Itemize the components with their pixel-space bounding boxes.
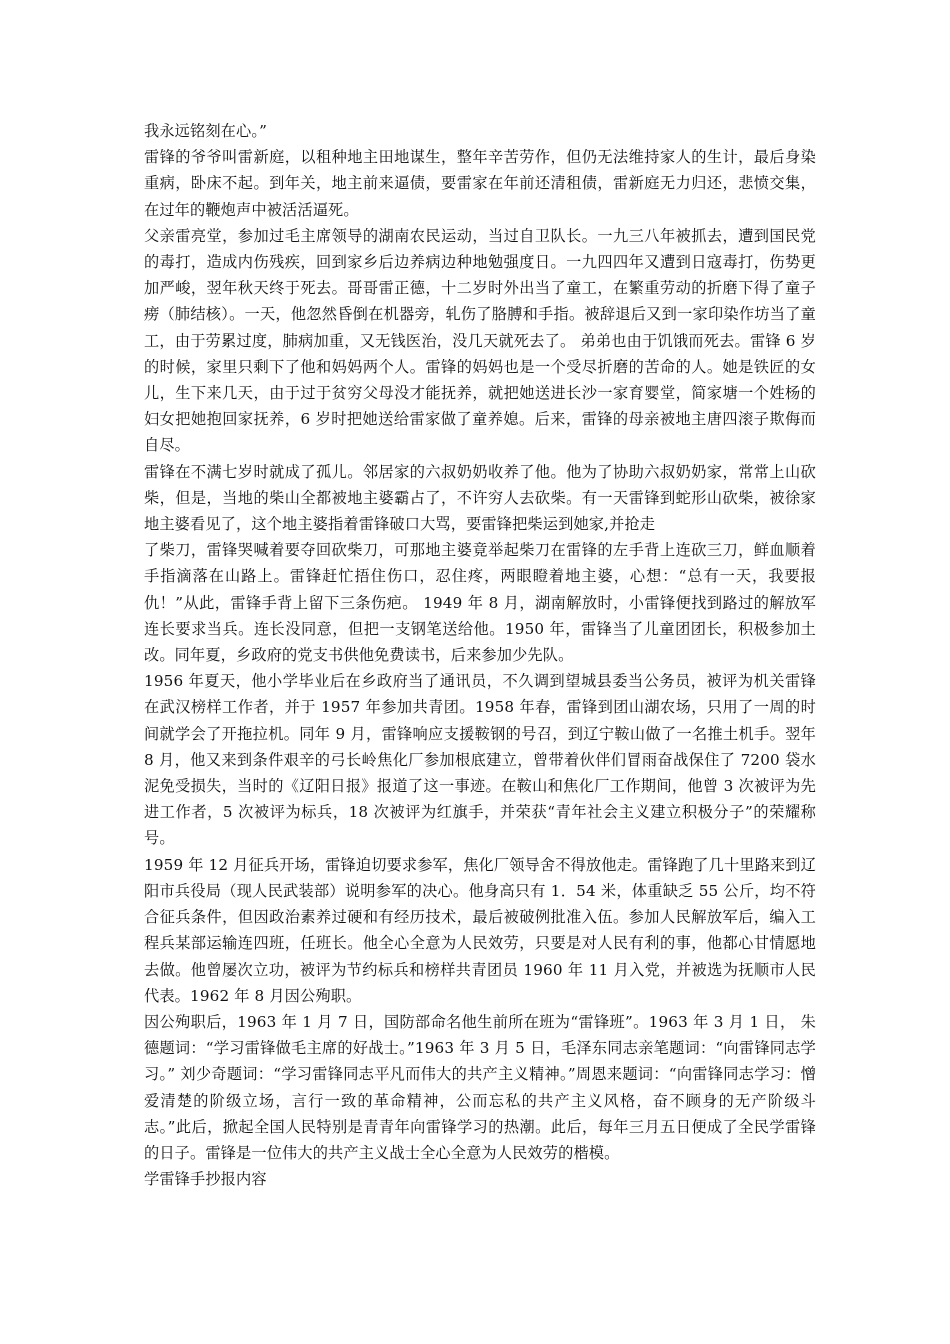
paragraph-1956-work: 1956 年夏天，他小学毕业后在乡政府当了通讯员，不久调到望城县委当公务员，被评为机关雷锋在武汉榜样工作者，并于 1957 年参加共青团。1958 年春，雷锋到团山湖农场，只用了一周的时间就学会了开拖拉机。同年 9 月，雷锋响应支援鞍钢的号召，到辽宁鞍山做了一名推土机手。翌年 8 月，他又来到条件艰辛的弓长岭焦化厂参加根底建立，曾带着伙伴们冒雨奋战保住了 7200 袋水泥免受损失，当时的《辽阳日报》报道了这一事迹。在鞍山和焦化厂工作期间，他曾 3 次被评为先进工作者，5 次被评为标兵，18 次被评为红旗手，并荣获“青年社会主义建立积极分子”的荣耀称号。 [144, 672, 816, 848]
paragraph-scars-liberation: 了柴刀，雷锋哭喊着要夺回砍柴刀，可那地主婆竟举起柴刀在雷锋的左手背上连砍三刀，鲜血顺着手指滴落在山路上。雷锋赶忙捂住伤口，忍住疼，两眼瞪着地主婆，心想：“总有一天，我要报仇！”从此，雷锋手背上留下三条伤疤。 1949 年 8 月，湖南解放时，小雷锋便找到路过的解放军连长要求当兵。连长没同意，但把一支钢笔送给他。1950 年，雷锋当了儿童团团长，积极参加土改。同年夏，乡政府的党支书供他免费读书，后来参加少先队。 [144, 541, 816, 665]
document-page [144, 118, 816, 1192]
paragraph-opening-quote: 我永远铭刻在心。” [144, 122, 268, 140]
paragraph-grandfather: 雷锋的爷爷叫雷新庭，以租种地主田地谋生，整年辛苦劳作，但仍无法维持家人的生计，最后身染重病，卧床不起。到年关，地主前来逼债，要雷家在年前还清租债，雷新庭无力归还，悲愤交集，在过年的鞭炮声中被活活逼死。 [144, 148, 816, 219]
paragraph-1959-army: 1959 年 12 月征兵开场，雷锋迫切要求参军，焦化厂领导舍不得放他走。雷锋跑了几十里路来到辽阳市兵役局（现人民武装部）说明参军的决心。他身高只有 1．54 米，体重缺乏 55 公斤，均不符合征兵条件，但因政治素养过硬和有经历技术，最后被破例批准入伍。参加人民解放军后，编入工程兵某部运输连四班，任班长。他全心全意为人民效劳，只要是对人民有利的事，他都心甘情愿地去做。他曾屡次立功，被评为节约标兵和榜样共青团员 1960 年 11 月入党，并被选为抚顺市人民代表。1962 年 8 月因公殉职。 [144, 855, 816, 1005]
paragraph-father-family: 父亲雷亮堂，参加过毛主席领导的湖南农民运动，当过自卫队长。一九三八年被抓去，遭到国民党的毒打，造成内伤残疾，回到家乡后边养病边种地勉强度日。一九四四年又遭到日寇毒打，伤势更加严峻，翌年秋天终于死去。哥哥雷正德，十二岁时外出当了童工，在繁重劳动的折磨下得了童子痨（肺结核）。一天，他忽然昏倒在机器旁，轧伤了胳膊和手指。被辞退后又到一家印染作坊当了童工，由于劳累过度，肺病加重，又无钱医治，没几天就死去了。 弟弟也由于饥饿而死去。雷锋 6 岁的时候，家里只剩下了他和妈妈两个人。雷锋的妈妈也是一个受尽折磨的苦命的人。她是铁匠的女儿，生下来几天，由于过于贫穷父母没才能抚养，就把她送进长沙一家育婴堂，简家塘一个姓杨的妇女把她抱回家抚养，6 岁时把她送给雷家做了童养媳。后来，雷锋的母亲被地主唐四滚子欺侮而自尽。 [144, 226, 816, 455]
paragraph-orphan-childhood: 雷锋在不满七岁时就成了孤儿。邻居家的六叔奶奶收养了他。他为了协助六叔奶奶家，常常上山砍柴，但是，当地的柴山全都被地主婆霸占了，不许穷人去砍柴。有一天雷锋到蛇形山砍柴，被徐家地主婆看见了，这个地主婆指着雷锋破口大骂，要雷锋把柴运到她家,并抢走 [144, 462, 816, 534]
paragraph-inscriptions: 因公殉职后，1963 年 1 月 7 日，国防部命名他生前所在班为“雷锋班”。1963 年 3 月 1 日， 朱德题词：“学习雷锋做毛主席的好战士。”1963 年 3 月 5 日，毛泽东同志亲笔题词：“向雷锋同志学习。” 刘少奇题词：“学习雷锋同志平凡而伟大的共产主义精神。”周恩来题词：“向雷锋同志学习：憎爱清楚的阶级立场，言行一致的革命精神，公而忘私的共产主义风格，奋不顾身的无产阶级斗志。”此后，掀起全国人民特别是青青年向雷锋学习的热潮。此后，每年三月五日便成了全民学雷锋的日子。雷锋是一位伟大的共产主义战士全心全意为人民效劳的楷模。 [144, 1012, 816, 1162]
paragraph-closing-heading: 学雷锋手抄报内容 [144, 1170, 267, 1189]
